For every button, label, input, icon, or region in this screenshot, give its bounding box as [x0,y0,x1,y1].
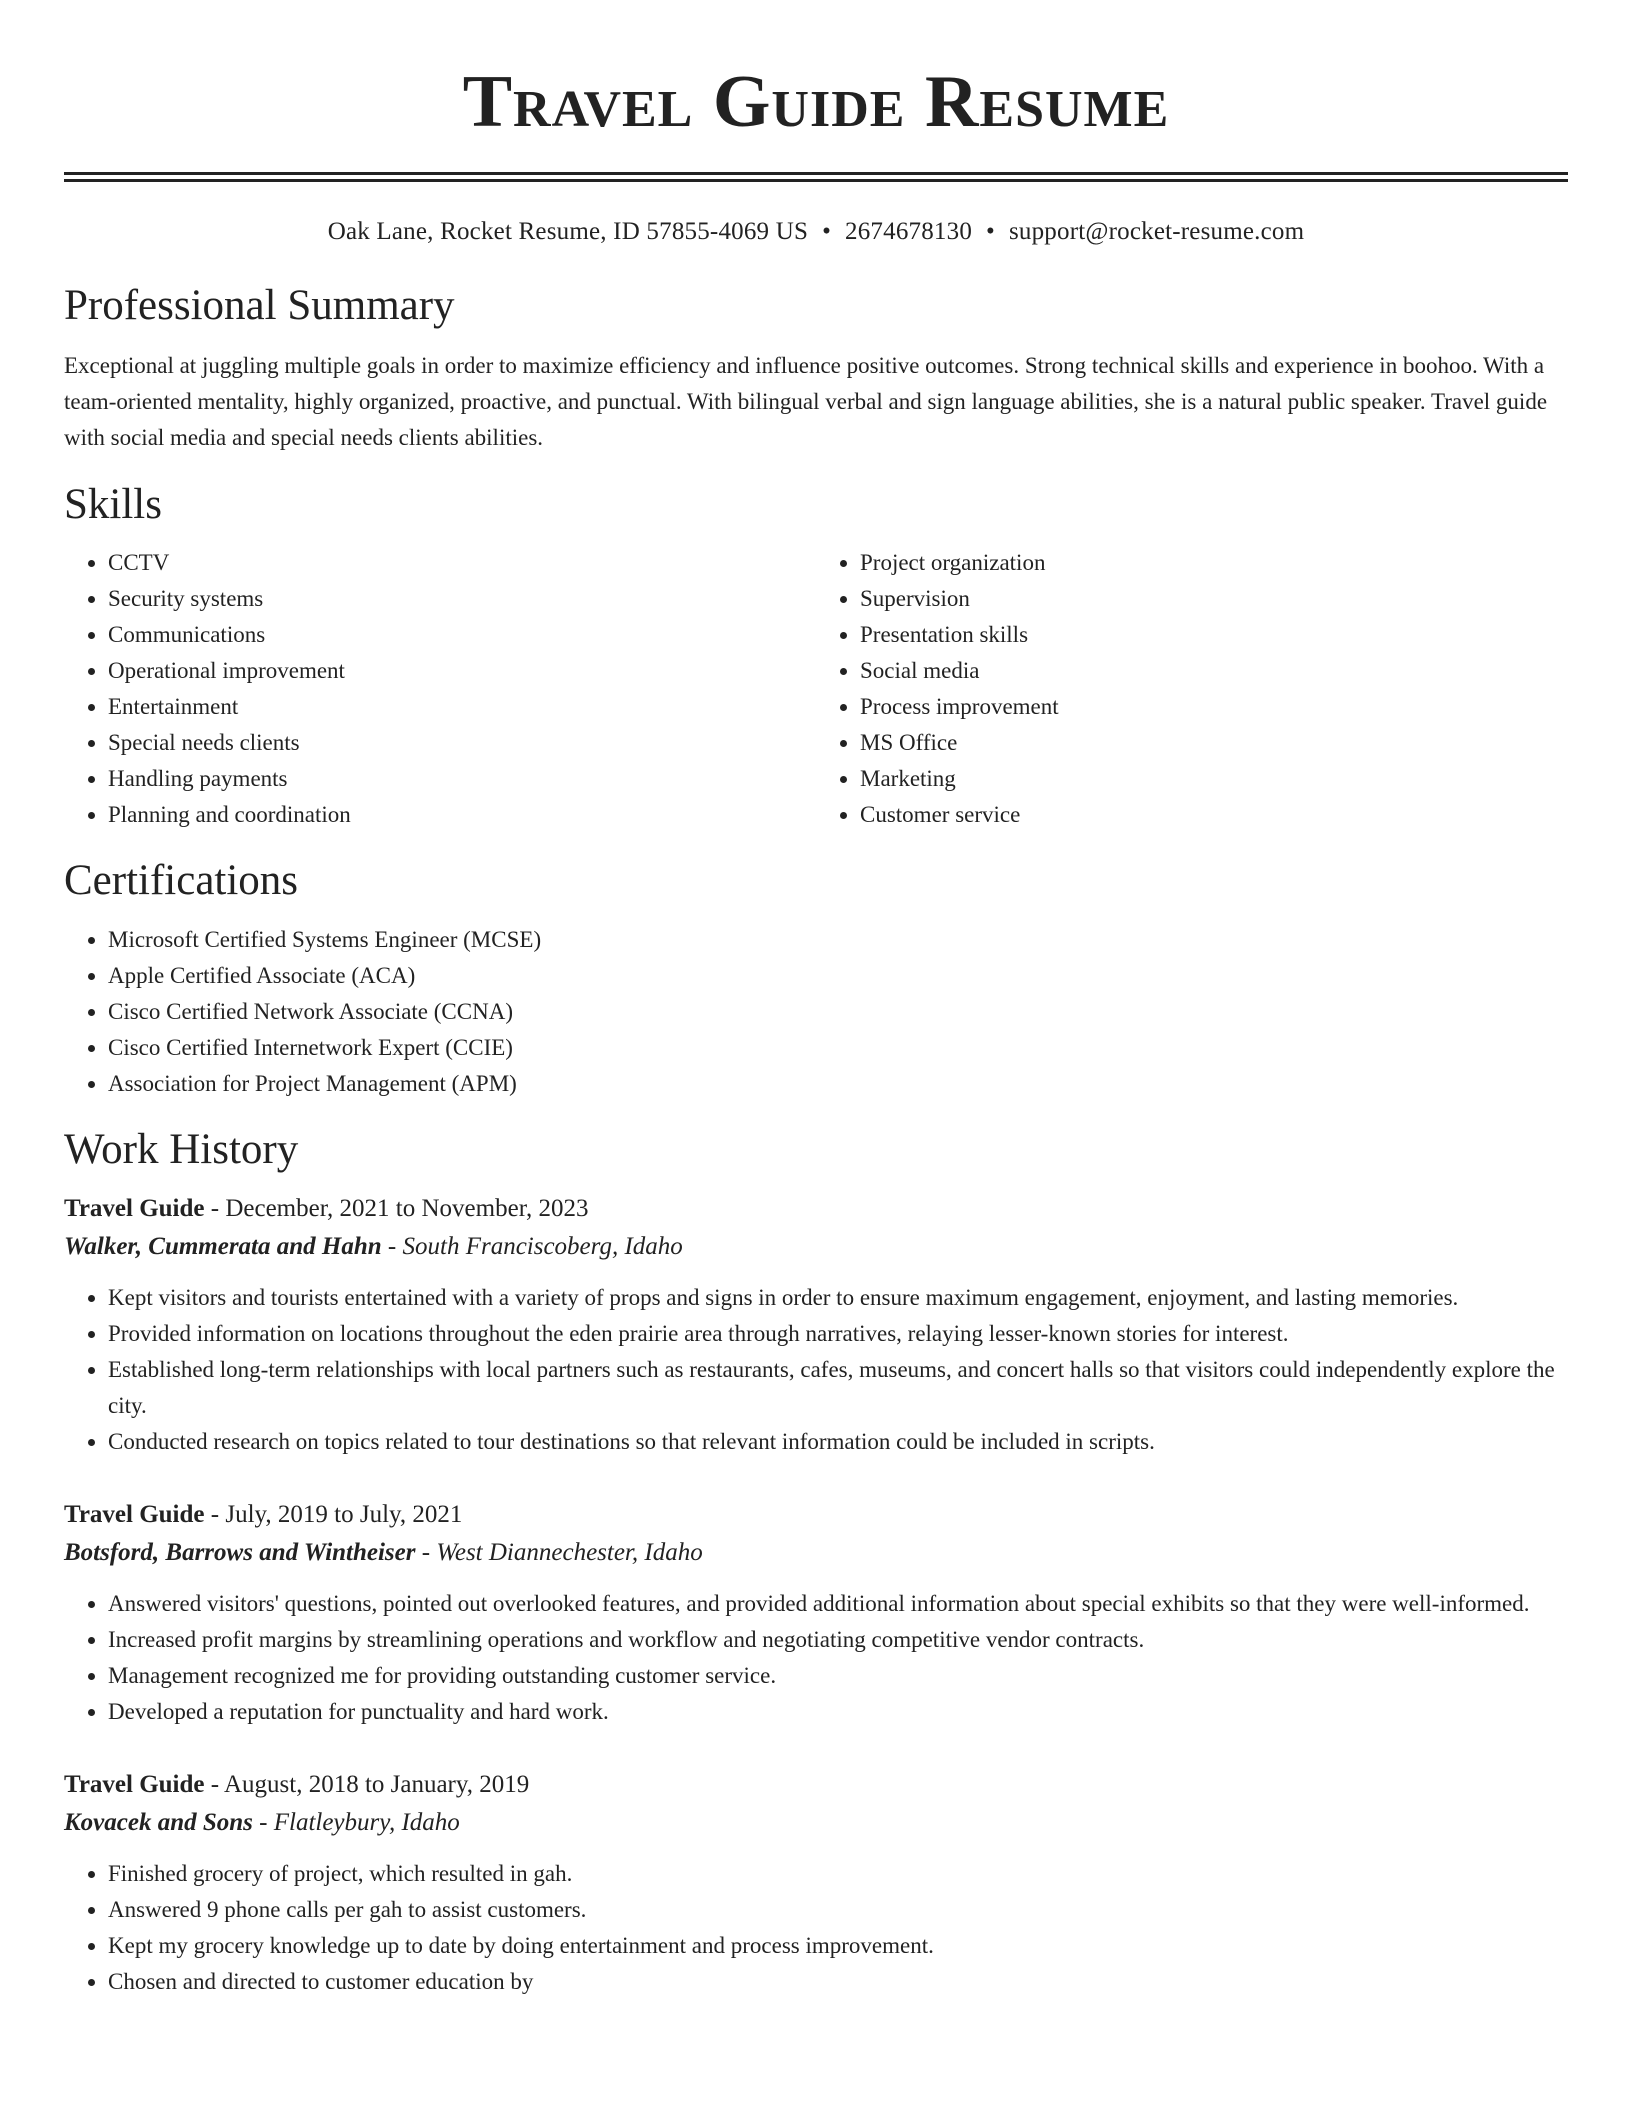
job-dates: - August, 2018 to January, 2019 [204,1771,530,1798]
job-dates: - July, 2019 to July, 2021 [204,1501,463,1528]
job-bullets [64,1586,1568,1730]
job-bullet: • Chosen and directed to customer education by [108,1964,1568,2000]
job-title-line [64,1496,1568,1534]
job-company-line [64,1804,1568,1842]
job-location: - South Franciscoberg, Idaho [381,1233,683,1260]
skill-item: • Process improvement [860,689,1568,725]
contact-line [64,215,1568,249]
skill-item: • Supervision [860,581,1568,617]
job-title: Travel Guide [64,1195,205,1222]
skill-item: • Planning and coordination [108,797,816,833]
page-title: Travel Guide Resume [462,61,1170,143]
skill-item: • CCTV [108,545,816,581]
job-bullets [64,1280,1568,1460]
company-name: Botsford, Barrows and Wintheiser [64,1539,416,1566]
company-name: Walker, Cummerata and Hahn [64,1233,382,1260]
work-history-heading: Work History [64,1126,299,1173]
skills-list-left [64,545,816,833]
job-dates: - December, 2021 to November, 2023 [204,1195,589,1222]
certifications-heading: Certifications [64,857,299,904]
skill-item: • Operational improvement [108,653,816,689]
job-bullet: • Answered 9 phone calls per gah to assist customers. [108,1892,1568,1928]
separator-dot: • [822,218,832,245]
summary-heading: Professional Summary [64,282,455,329]
separator-dot: • [986,218,995,245]
company-name: Kovacek and Sons [64,1809,253,1836]
job-bullet: • Provided information on locations throughout the eden prairie area through narratives, relaying lesser-known stories for interest. [108,1316,1568,1352]
job-bullet: • Management recognized me for providing outstanding customer service. [108,1658,1568,1694]
job-bullet: • Established long-term relationships with local partners such as restaurants, cafes, museums, and concert halls so that visitors could independently explore the city. [108,1352,1568,1424]
skill-item: • Social media [860,653,1568,689]
skills-heading: Skills [64,481,162,528]
skill-item: • Communications [108,617,816,653]
skill-item: • Marketing [860,761,1568,797]
job-location: - West Diannechester, Idaho [415,1539,703,1566]
job-company-line [64,1534,1568,1572]
skill-item: • Customer service [860,797,1568,833]
job-bullet: • Finished grocery of project, which resulted in gah. [108,1856,1568,1892]
job-bullet: • Developed a reputation for punctuality and hard work. [108,1694,1568,1730]
skill-item: • Entertainment [108,689,816,725]
job-bullet: • Answered visitors' questions, pointed out overlooked features, and provided additional information about special exhibits so that they were well-informed. [108,1586,1568,1622]
skill-item: • Handling payments [108,761,816,797]
certification-item: • Cisco Certified Internetwork Expert (CCIE) [108,1030,1568,1066]
skill-item: • MS Office [860,725,1568,761]
job-bullet: • Conducted research on topics related to tour destinations so that relevant information could be included in scripts. [108,1424,1568,1460]
job-location: - Flatleybury, Idaho [252,1809,460,1836]
job-company-line [64,1228,1568,1266]
job-bullet: • Kept visitors and tourists entertained with a variety of props and signs in order to ensure maximum engagement, enjoyment, and lasting memories. [108,1280,1568,1316]
certification-item: • Apple Certified Associate (ACA) [108,958,1568,994]
job-title-line [64,1766,1568,1804]
address: Oak Lane, Rocket Resume, ID 57855-4069 US [327,218,809,245]
skill-item: • Project organization [860,545,1568,581]
job-title: Travel Guide [64,1771,205,1798]
certification-item: • Microsoft Certified Systems Engineer (MCSE) [108,922,1568,958]
job-bullets [64,1856,1568,2000]
summary-text: Exceptional at juggling multiple goals in order to maximize efficiency and influence positive outcomes. Strong technical skills and experience in boohoo. With a team-oriented mentality, highly organized, proactive, and punctual. With bilingual verbal and sign language abilities, she is a natural public speaker. Travel guide with social media and special needs clients abilities. [64,353,1548,450]
job-entry [64,1496,1568,1730]
job-entry [64,1190,1568,1460]
certifications-list [64,922,1568,1102]
skill-item: • Special needs clients [108,725,816,761]
job-title-line [64,1190,1568,1228]
job-title: Travel Guide [64,1501,205,1528]
title-divider [64,172,1568,182]
email-address: support@rocket-resume.com [1008,218,1305,245]
skills-list-right [816,545,1568,833]
skill-item: • Presentation skills [860,617,1568,653]
job-bullet: • Increased profit margins by streamlining operations and workflow and negotiating competitive vendor contracts. [108,1622,1568,1658]
skill-item: • Security systems [108,581,816,617]
skills-columns [64,545,1568,833]
phone-number: 2674678130 [845,218,973,245]
job-entry [64,1766,1568,2000]
job-bullet: • Kept my grocery knowledge up to date by doing entertainment and process improvement. [108,1928,1568,1964]
certification-item: • Cisco Certified Network Associate (CCNA) [108,994,1568,1030]
certification-item: • Association for Project Management (APM) [108,1066,1568,1102]
